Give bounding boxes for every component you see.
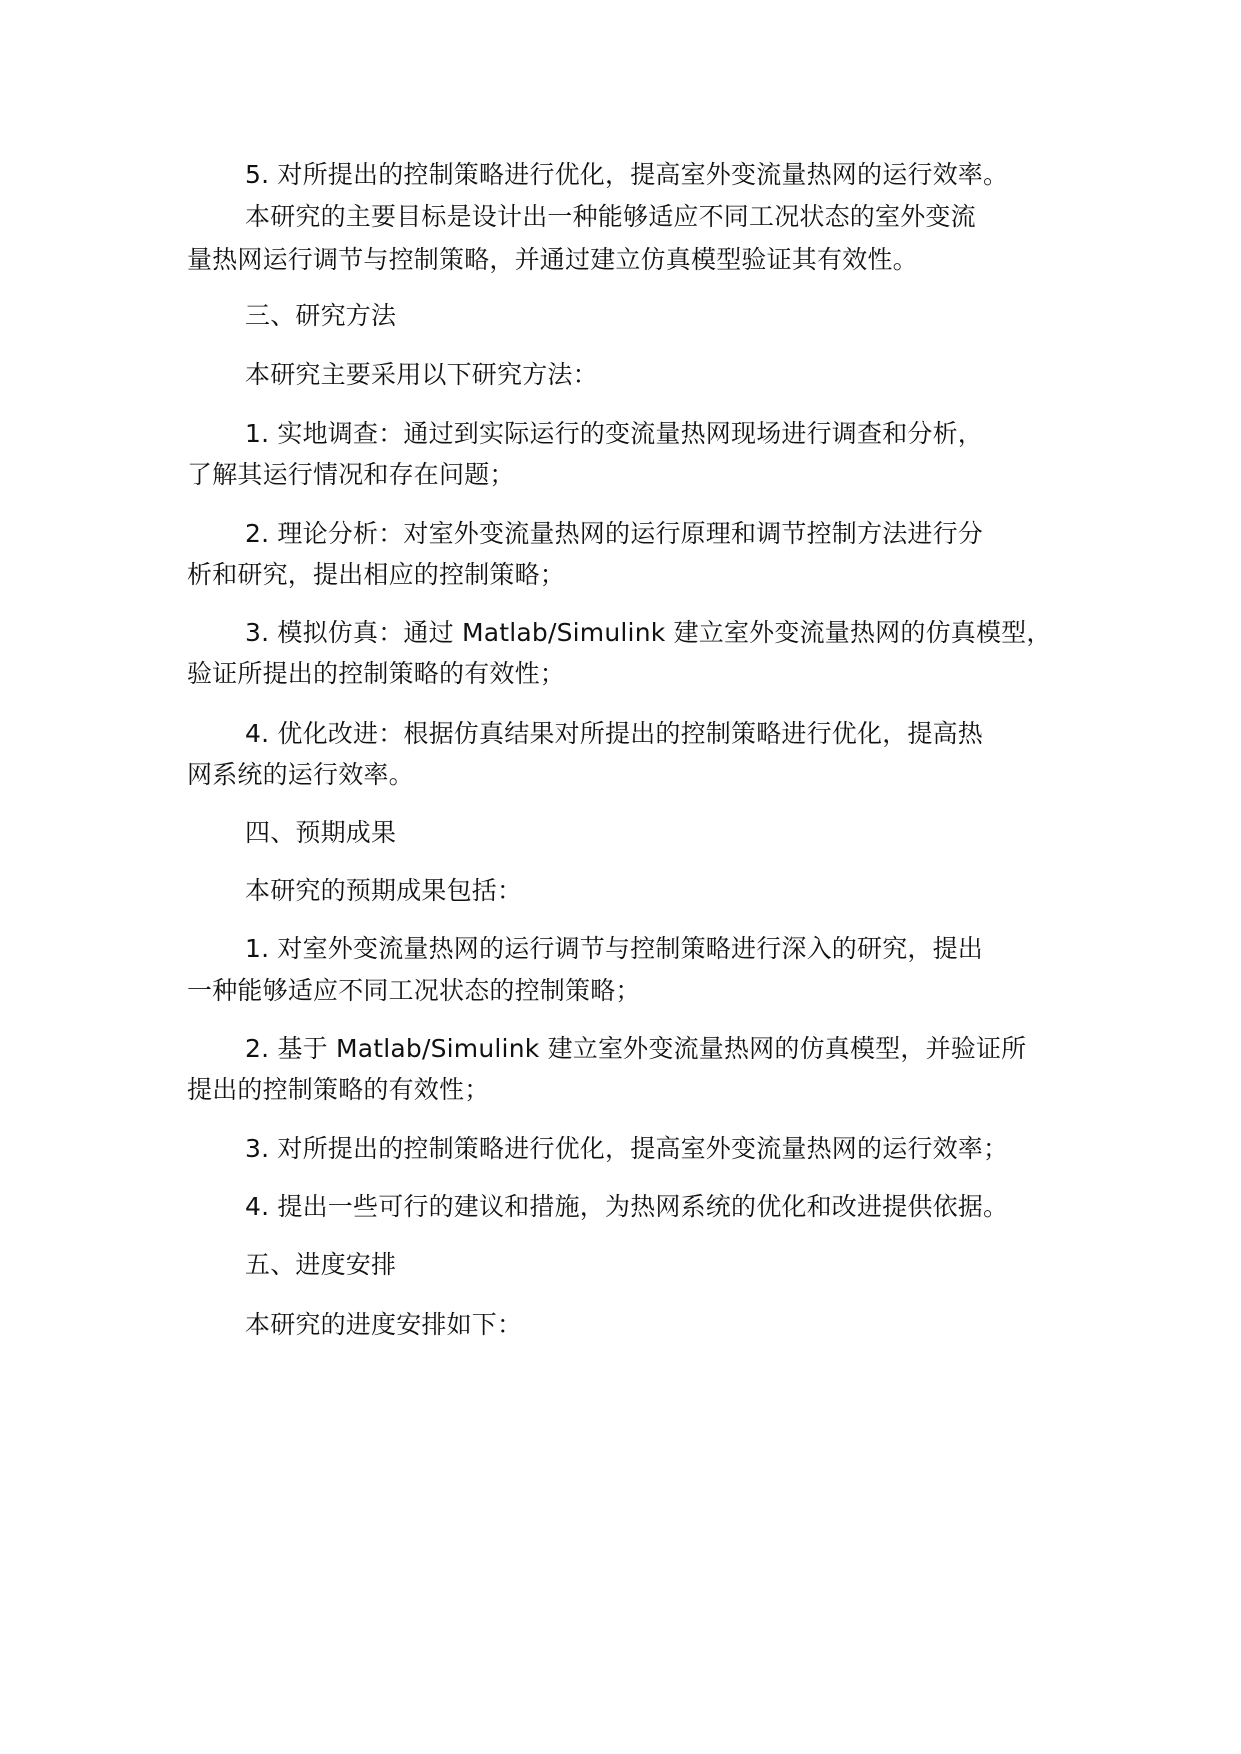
paragraph-methods-intro: 本研究主要采用以下研究方法：	[245, 360, 598, 389]
list-item-result-1-line-1: 1. 对室外变流量热网的运行调节与控制策略进行深入的研究，提出	[245, 934, 984, 963]
section-heading-expected-results: 四、预期成果	[245, 818, 397, 847]
paragraph-results-intro: 本研究的预期成果包括：	[245, 876, 523, 905]
list-item-method-3-line-1: 3. 模拟仿真：通过 Matlab/Simulink 建立室外变流量热网的仿真模型，	[245, 618, 1052, 647]
paragraph-schedule-intro: 本研究的进度安排如下：	[245, 1310, 523, 1339]
list-item-method-2-line-2: 析和研究，提出相应的控制策略；	[187, 560, 566, 589]
list-item-method-4-line-2: 网系统的运行效率。	[187, 760, 414, 789]
list-item-result-3: 3. 对所提出的控制策略进行优化，提高室外变流量热网的运行效率；	[245, 1134, 1009, 1163]
paragraph-main-goal-line-2: 量热网运行调节与控制策略，并通过建立仿真模型验证其有效性。	[187, 245, 918, 274]
section-heading-methods: 三、研究方法	[245, 301, 397, 330]
list-item-method-1-line-1: 1. 实地调查：通过到实际运行的变流量热网现场进行调查和分析，	[245, 419, 984, 448]
list-item-result-1-line-2: 一种能够适应不同工况状态的控制策略；	[187, 976, 641, 1005]
list-item-method-1-line-2: 了解其运行情况和存在问题；	[187, 460, 515, 489]
list-item-result-4: 4. 提出一些可行的建议和措施，为热网系统的优化和改进提供依据。	[245, 1192, 1009, 1221]
list-item-result-2-line-2: 提出的控制策略的有效性；	[187, 1075, 490, 1104]
list-item-method-2-line-1: 2. 理论分析：对室外变流量热网的运行原理和调节控制方法进行分	[245, 519, 984, 548]
list-item-result-2-line-1: 2. 基于 Matlab/Simulink 建立室外变流量热网的仿真模型，并验证所	[245, 1034, 1027, 1063]
list-item-method-4-line-1: 4. 优化改进：根据仿真结果对所提出的控制策略进行优化，提高热	[245, 719, 984, 748]
paragraph-main-goal-line-1: 本研究的主要目标是设计出一种能够适应不同工况状态的室外变流	[245, 202, 976, 231]
list-item-method-3-line-2: 验证所提出的控制策略的有效性；	[187, 659, 566, 688]
section-heading-schedule: 五、进度安排	[245, 1250, 397, 1279]
list-item-goal-5: 5. 对所提出的控制策略进行优化，提高室外变流量热网的运行效率。	[245, 160, 1009, 189]
